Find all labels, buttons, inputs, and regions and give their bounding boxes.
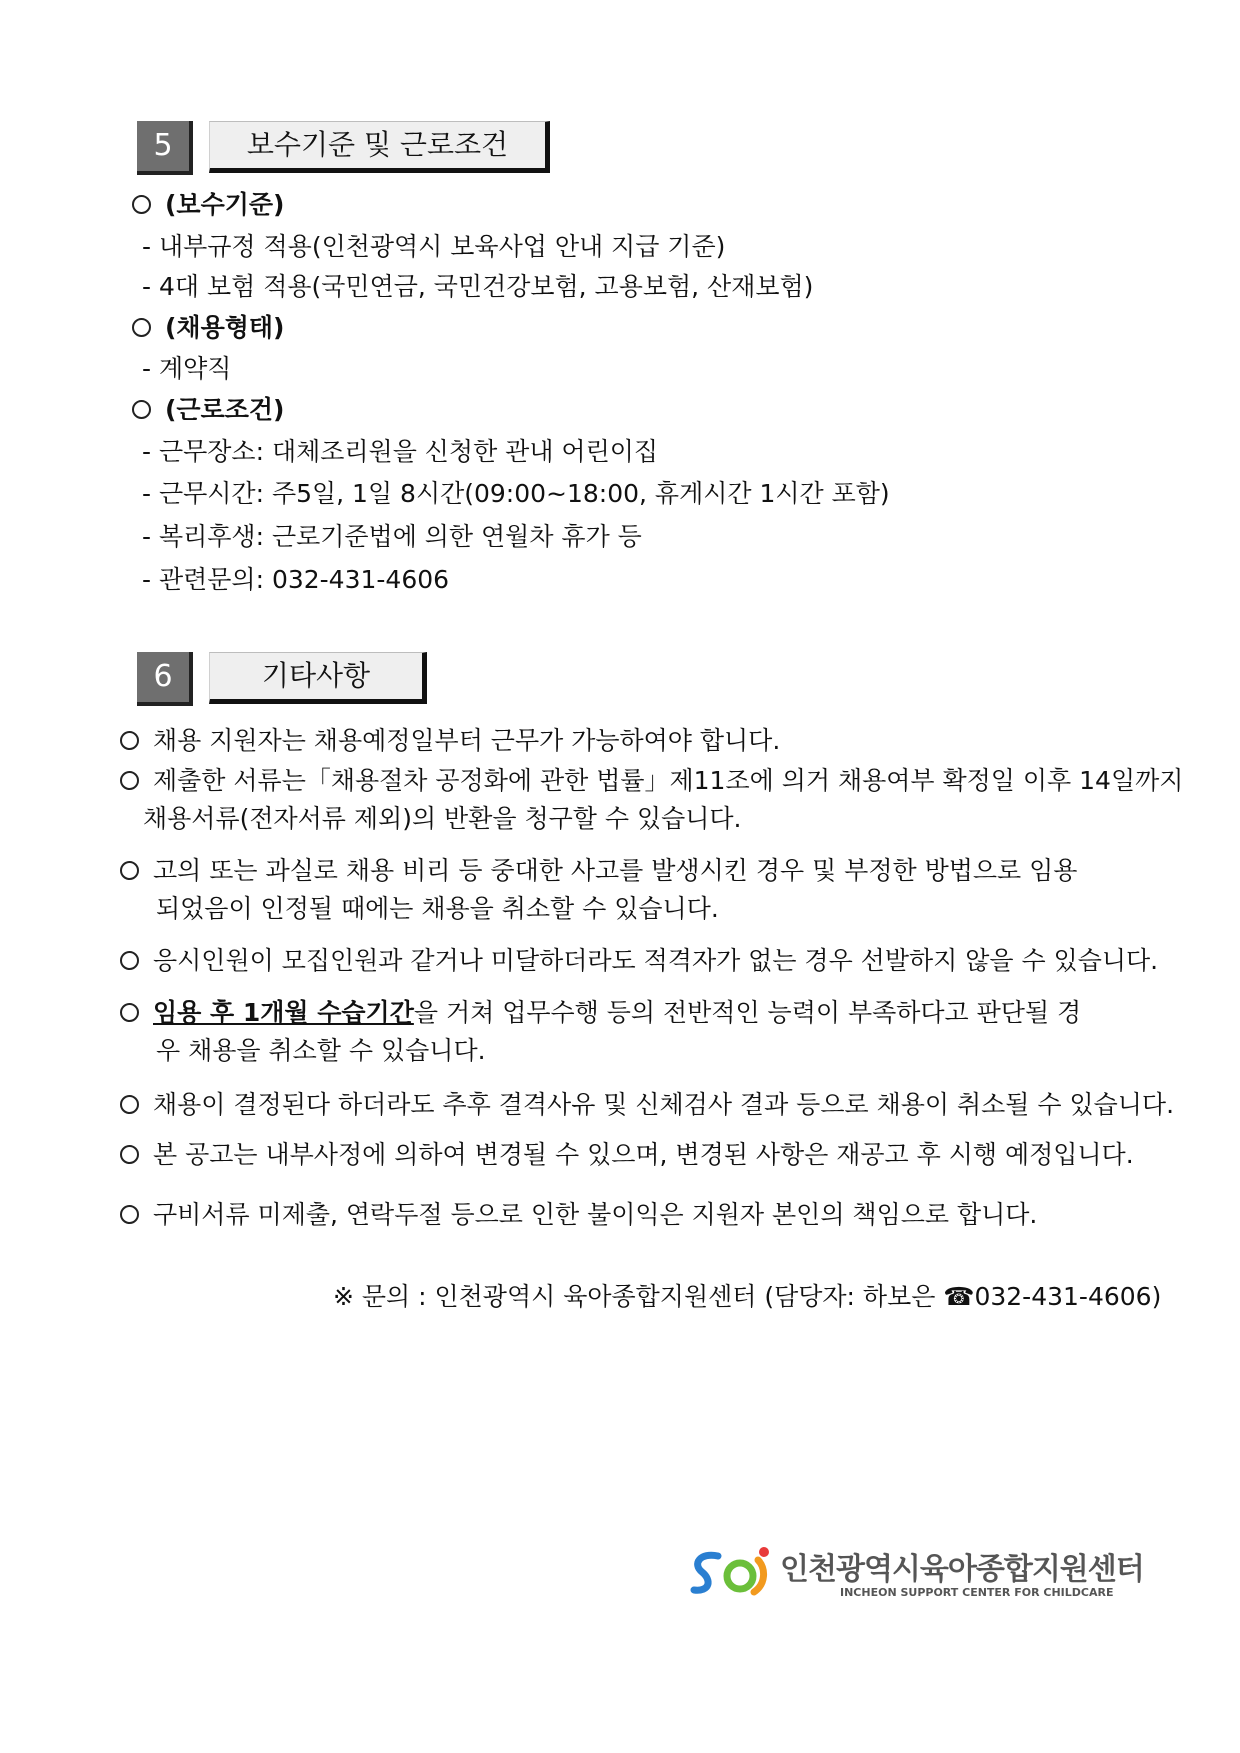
circle-bullet-icon (120, 1095, 139, 1114)
notice-item-continuation: 우 채용을 취소할 수 있습니다. (156, 1036, 486, 1065)
section-number: 5 (137, 121, 193, 175)
circle-bullet-icon (120, 731, 139, 750)
notice-item: 채용 지원자는 채용예정일부터 근무가 가능하여야 합니다. (120, 724, 780, 758)
section-5-header (137, 121, 553, 175)
list-item: - 근무시간: 주5일, 1일 8시간(09:00~18:00, 휴게시간 1시간 포함) (142, 479, 890, 508)
group-heading: (보수기준) (132, 188, 284, 222)
section-number: 6 (137, 652, 193, 706)
center-logo (688, 1544, 1144, 1604)
circle-bullet-icon (132, 318, 151, 337)
section-title: 기타사항 (209, 652, 427, 704)
logo-name-korean: 인천광역시육아종합지원센터 (780, 1552, 1144, 1587)
list-item: - 내부규정 적용(인천광역시 보육사업 안내 지급 기준) (142, 232, 726, 261)
notice-item-continuation: 채용서류(전자서류 제외)의 반환을 청구할 수 있습니다. (143, 804, 742, 833)
section-title: 보수기준 및 근로조건 (209, 121, 550, 173)
list-item: - 근무장소: 대체조리원을 신청한 관내 어린이집 (142, 437, 659, 466)
notice-item: 제출한 서류는「채용절차 공정화에 관한 법률」제11조에 의거 채용여부 확정일 이후 14일까지 (120, 764, 1183, 798)
list-item: - 계약직 (142, 354, 232, 383)
group-heading: (근로조건) (132, 393, 284, 427)
notice-item: 구비서류 미제출, 연락두절 등으로 인한 불이익은 지원자 본인의 책임으로 합니다. (120, 1198, 1037, 1232)
notice-item: 채용이 결정된다 하더라도 추후 결격사유 및 신체검사 결과 등으로 채용이 취소될 수 있습니다. (120, 1088, 1174, 1122)
circle-bullet-icon (120, 861, 139, 880)
list-item: - 4대 보험 적용(국민연금, 국민건강보험, 고용보험, 산재보험) (142, 272, 814, 301)
logo-name-english: INCHEON SUPPORT CENTER FOR CHILDCARE (840, 1586, 1114, 1599)
list-item: - 관련문의: 032-431-4606 (142, 565, 450, 594)
circle-bullet-icon (120, 1145, 139, 1164)
list-item: - 복리후생: 근로기준법에 의한 연월차 휴가 등 (142, 522, 642, 551)
section-6-header (137, 652, 427, 706)
emphasis-text: 임용 후 1개월 수습기간 (153, 998, 414, 1027)
notice-item: 임용 후 1개월 수습기간을 거쳐 업무수행 등의 전반적인 능력이 부족하다고 판단될 경 (120, 996, 1081, 1030)
circle-bullet-icon (120, 771, 139, 790)
center-logo-icon (688, 1544, 774, 1602)
circle-bullet-icon (132, 400, 151, 419)
notice-item: 고의 또는 과실로 채용 비리 등 중대한 사고를 발생시킨 경우 및 부정한 방법으로 임용 (120, 854, 1077, 888)
notice-item: 응시인원이 모집인원과 같거나 미달하더라도 적격자가 없는 경우 선발하지 않을 수 있습니다. (120, 944, 1158, 978)
circle-bullet-icon (120, 1205, 139, 1224)
circle-bullet-icon (120, 1003, 139, 1022)
notice-item-continuation: 되었음이 인정될 때에는 채용을 취소할 수 있습니다. (156, 894, 719, 923)
contact-note: ※ 문의 : 인천광역시 육아종합지원센터 (담당자: 하보은 ☎032-431-4606) (333, 1282, 1162, 1311)
group-heading: (채용형태) (132, 311, 284, 345)
notice-item: 본 공고는 내부사정에 의하여 변경될 수 있으며, 변경된 사항은 재공고 후 시행 예정입니다. (120, 1138, 1134, 1172)
circle-bullet-icon (132, 195, 151, 214)
circle-bullet-icon (120, 951, 139, 970)
